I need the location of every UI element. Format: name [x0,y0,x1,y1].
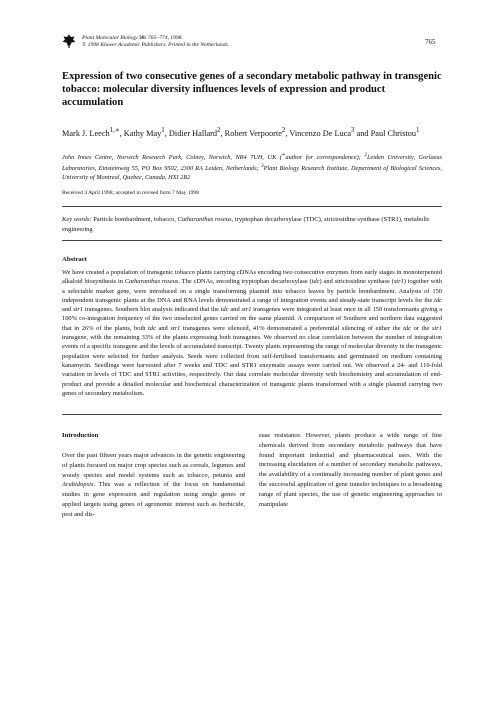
affiliation-sup: 3 [261,163,264,170]
abstract-italic: tdc [403,324,411,332]
journal-name: Plant Molecular Biology [82,35,138,41]
introduction-right-column: ease resistance. However, plants produce a wide range of fine chemicals derived from secondary metabolic pathways that have found important industrial and pharmaceutical uses. With the increasing elucidation of a number of secondary metabolic pathways, the availability of a continually increasing number of plant genes and the successful application of gene transfer techniques to a broadening range of plant species, the use of genetic engineering approaches to manipulate [259,432,442,508]
author-sup: 2 [217,127,221,134]
keywords-species: Catharanthus roseus [177,216,232,223]
divider [62,206,442,207]
divider [62,240,442,241]
author-name: Paul Christou [370,128,417,138]
abstract-italic: tdc [148,324,156,332]
author-sup: 1,∗ [109,127,120,134]
introduction-heading: Introduction [62,432,99,439]
abstract-italic: tdc [220,306,229,314]
abstract-italic: str1 [170,324,181,332]
abstract-italic: tdc [434,296,442,304]
abstract-italic: tdc [311,278,320,286]
affiliation-1-end: author for correspondence); [285,154,361,162]
abstract-text: and [230,306,240,314]
abstract-text: ) together with a selectable marker gene, were introduced on a single transforming plasmid into tobacco leaves by particle bombardment. Analysis of 150 independent transgenic plants at the DNA and RNA levels demonstrated a range of integration events and steady-state transcript levels for the [62,278,442,304]
abstract-text: and [62,306,72,314]
author-name: Kathy May [123,128,162,138]
intro-italic: Arabidopsis [62,481,94,489]
author-name: Vincenzo De Luca [289,128,352,138]
author-name: Robert Verpoorte [224,128,282,138]
affiliation-sup: 2 [364,152,367,158]
author-sup: 2 [281,127,286,134]
abstract-body [62,268,442,398]
received-dates: Received 3 April 1998; accepted in revised form 7 May 1998 [62,190,200,196]
abstract-text: and [158,324,168,332]
author-sup: 3 [351,127,355,134]
keywords-text: Particle bombardment, tobacco, [93,216,176,223]
affiliations [62,151,442,182]
abstract-italic: str1 [393,278,404,286]
abstract-text: transgenes were integrated at least once in all 150 transformants giving a 100% co-integration frequency of the two unselected genes carried on the same plasmid. A comparison of Southern and northern data suggested that in 26% of the plants, both [62,306,443,332]
abstract-text: transgenes. Southern blot analysis indicated that the [84,306,219,314]
kluwer-tree-icon [62,34,76,48]
journal-volume: 38: [139,35,147,41]
abstract-text: . The cDNAs, encoding tryptophan decarboxylase ( [178,278,312,286]
affiliation-3: Plant Biology Research Institute, Department of Biological Sciences, University of Montreal, Quebec, Canada, HXI 2B2 [62,165,442,182]
abstract-heading: Abstract [62,256,87,263]
abstract-italic: str1 [241,306,252,314]
author-name: Didier Hallard [168,128,218,138]
introduction-left-column [62,451,245,520]
author-sup: 1 [416,127,420,134]
keywords [62,215,442,234]
intro-text: . This was a reflection of the focus on fundamental studies in gene expression and regulation using single genes or applied targets using genes of agronomic interest such as herbicide, pest and dis- [62,481,245,518]
affiliation-1: John Innes Centre, Norwich Research Park, Colney, Norwich, NR4 7UH, UK ( [62,154,282,162]
abstract-text: We have created a population of transgenic tobacco plants carrying cDNAs encoding two consecutive enzymes from early stages in monoterpenoid alkaloid biosynthesis in [62,269,442,286]
intro-text: Over the past fifteen years major advances in the genetic engineering of plants focused on major crop species such as cereals, legumes and woody species and model systems such as tobacco, petunia and [62,452,245,479]
author-name: Mark J. Leech [62,128,110,138]
keywords-label: Key words: [62,216,92,223]
article-title: Expression of two consecutive genes of a secondary metabolic pathway in transgenic tobacco: molecular diversity influences levels of expression and product accumulation [62,71,442,109]
abstract-italic: Catharanthus roseus [124,278,179,286]
journal-citation [82,35,229,49]
abstract-text: ) and strictosidine synthase ( [319,278,394,286]
author-list: Mark J. Leech$^{1,∗}$, Kathy May$^1$, Didier Hallard$^2$, Robert Verpoorte$^2$, Vincenzo De Luca$^3$ and Paul Christou$^1$ [62,127,420,138]
abstract-italic: str1 [431,324,442,332]
affiliation-2: Leiden University, Gorlaeus Laboratories, Einsteinweg 55, PO Box 9502, 2300 RA Leiden, Netherlands; [62,154,442,173]
abstract-italic: str1 [73,306,84,314]
divider [62,414,442,415]
page-number: 765 [425,38,436,46]
keywords-text: , tryptophan decarboxylase (TDC), strictosidine synthase (STR1), metabolic engineering [62,216,430,233]
abstract-text: or the [413,324,430,332]
copyright-line: © 1998 Kluwer Academic Publishers. Printed in the Netherlands. [82,42,230,48]
abstract-text: transgenes were silenced, 41% demonstrated a preferential silencing of either the [182,324,401,332]
abstract-text: transgene, with the remaining 33% of the plants expressing both transgenes. We observed no clear correlation between the number of integration events of a specific transgene and the levels of accumulated transcript. Twenty plants representing the range of molecular diversity in the transgenic population were selected for further analysis. Seeds were collected from self-fertilised transformants and germinated on medium containing kanamycin. Seedlings were harvested after 7 weeks and TDC and STR1 enzymatic assays were carried out. We observed a 24- and 110-fold variation in levels of TDC and STR1 activities, respectively. Our data correlate molecular diversity with biochemistry and accumulation of end-product and provide a detailed molecular and biochemical characterization of transgenic plants transformed with a single plasmid carrying two genes of secondary metabolism. [62,334,442,397]
affiliation-star: ∗ [281,152,286,158]
author-sup: 1 [161,127,165,134]
author-and: and [356,128,369,138]
journal-pages-year: 765–774, 1998. [147,35,183,41]
